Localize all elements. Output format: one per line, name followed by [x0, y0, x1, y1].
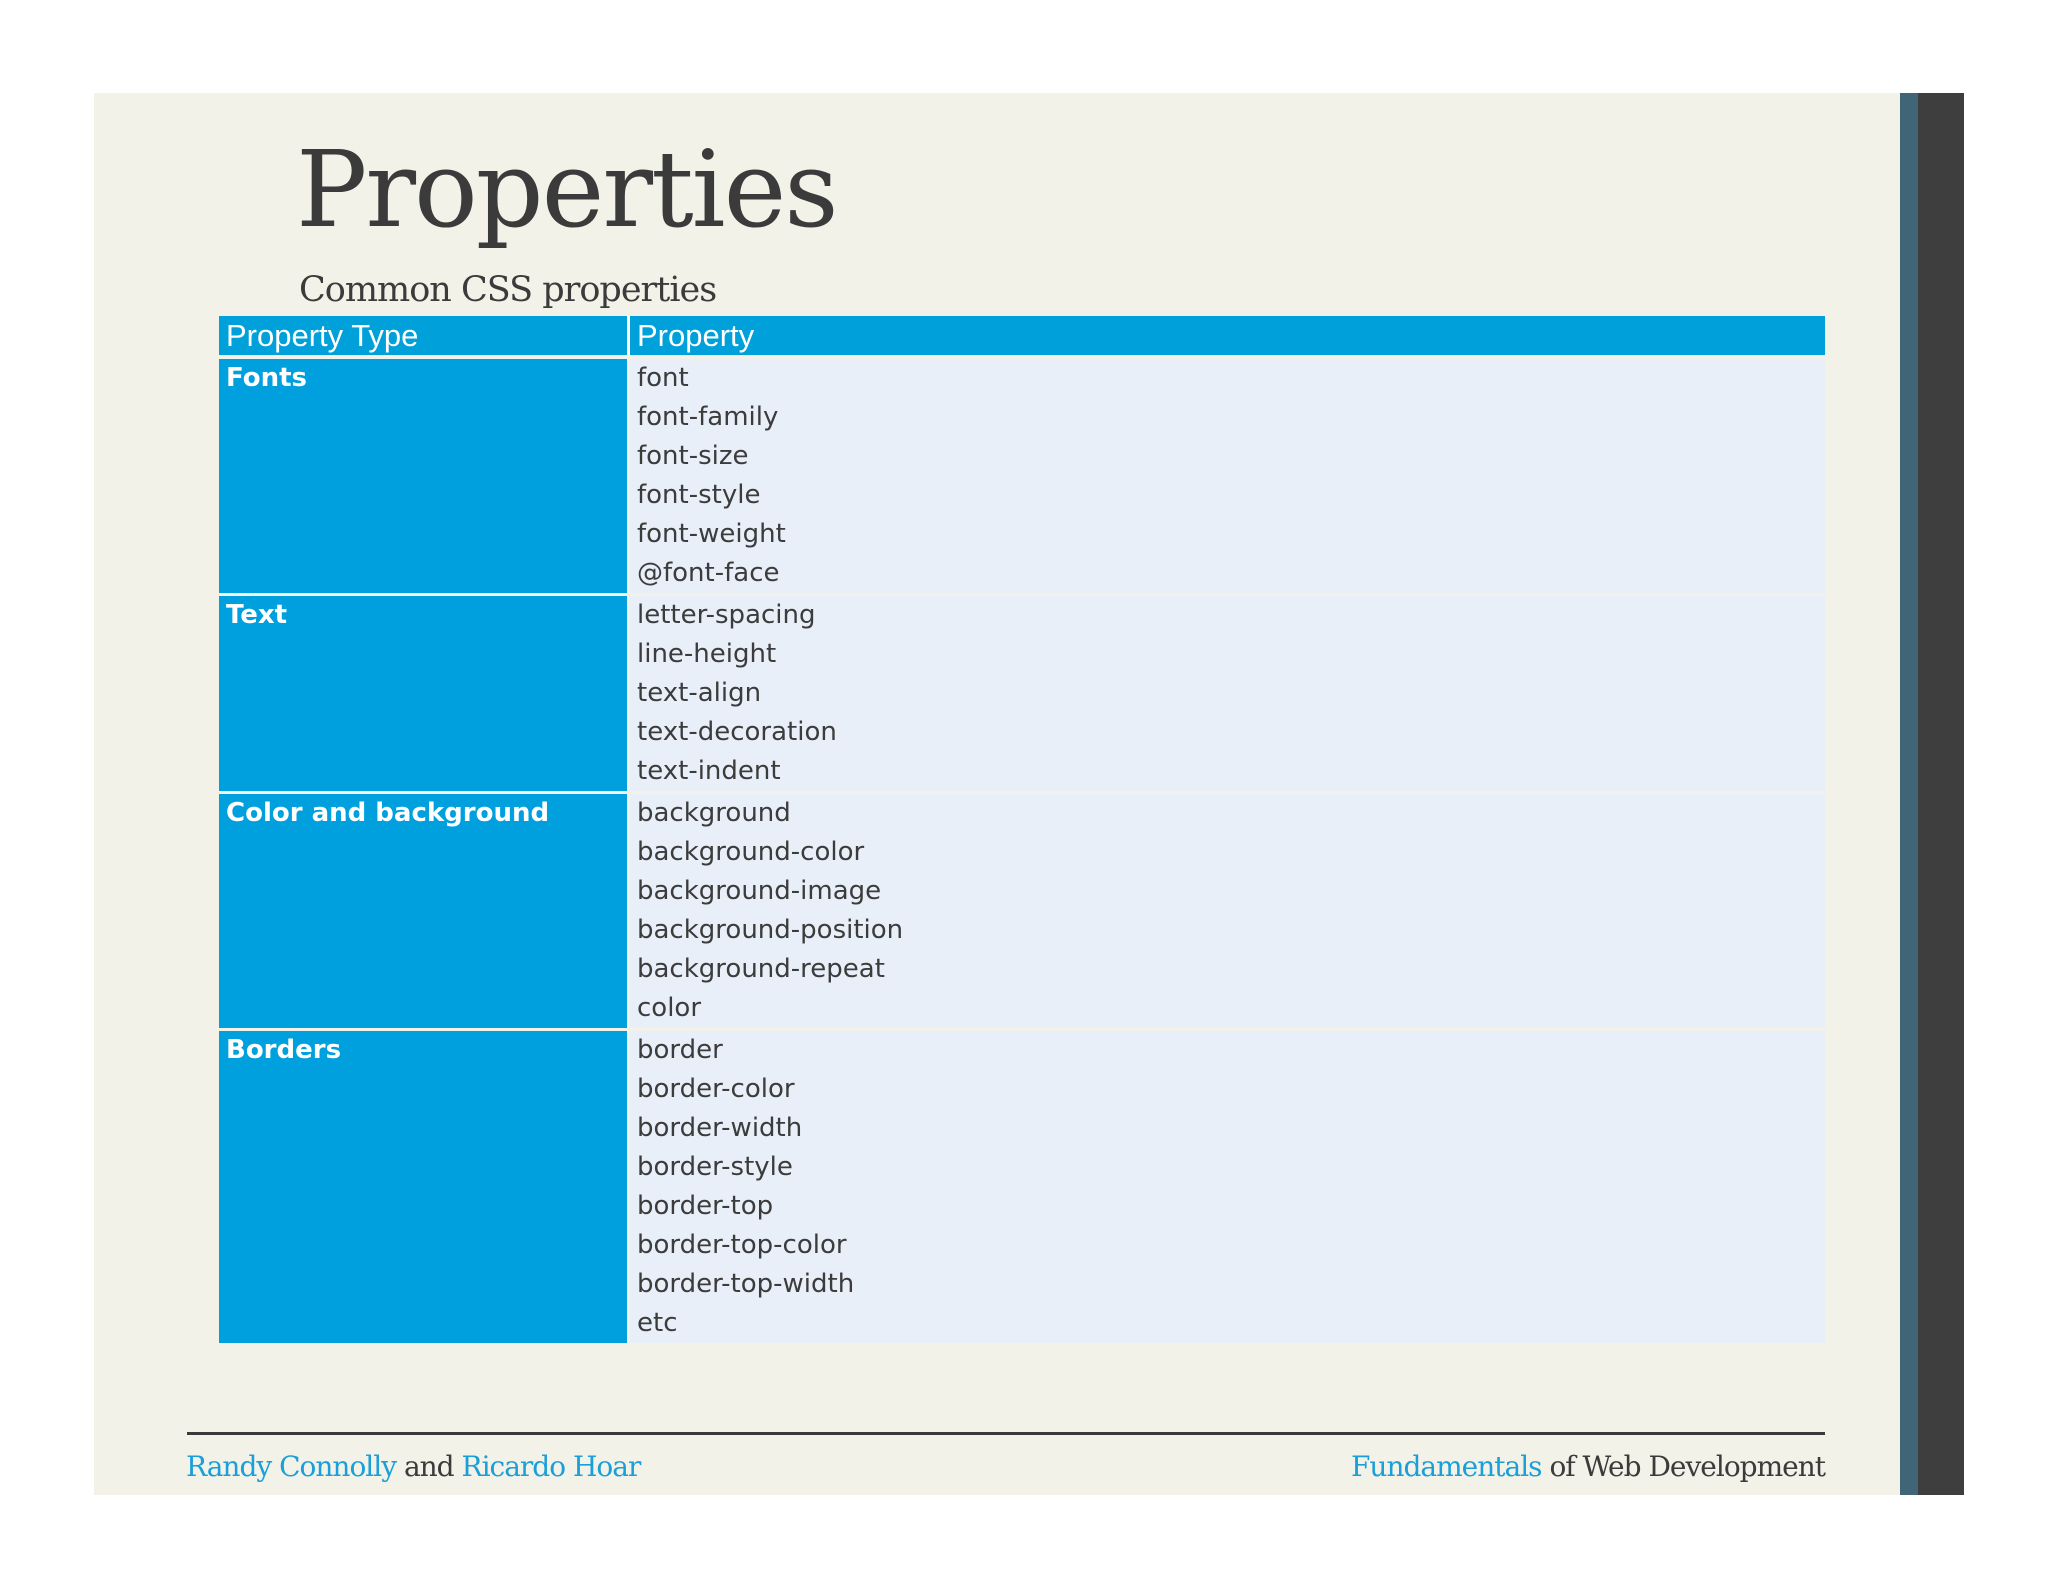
type-cell [219, 1031, 627, 1343]
type-label-fonts: Fonts [226, 363, 307, 393]
footer-divider [187, 1432, 1825, 1435]
property-item: text-align [637, 678, 762, 708]
property-item: line-height [637, 639, 777, 669]
property-item: @font-face [637, 558, 780, 588]
right-dark-bar [1918, 93, 1964, 1495]
author-conjunction: and [403, 1450, 454, 1483]
table-header [219, 316, 1825, 355]
property-cell [630, 596, 1825, 791]
property-item: border-top [637, 1191, 774, 1221]
property-item: border-width [637, 1113, 803, 1143]
book-title-rest: of Web Development [1549, 1450, 1825, 1483]
type-cell [219, 794, 627, 1028]
property-item: font [637, 363, 689, 393]
header-property-type: Property Type [226, 318, 419, 353]
right-accent-bar [1900, 93, 1918, 1495]
property-item: color [637, 993, 702, 1023]
type-cell [219, 596, 627, 791]
table-row-fonts [219, 359, 1825, 593]
type-label-text: Text [226, 600, 288, 630]
property-item: border [637, 1035, 723, 1065]
property-cell [630, 1031, 1825, 1343]
property-item: font-style [637, 480, 761, 510]
property-item: background-image [637, 876, 882, 906]
slide-subtitle: Common CSS properties [299, 270, 717, 310]
property-item: font-family [637, 402, 779, 432]
table-row-text [219, 596, 1825, 791]
table-row-color-background [219, 794, 1825, 1028]
property-cell [630, 794, 1825, 1028]
property-cell [630, 359, 1825, 593]
property-item: background-repeat [637, 954, 885, 984]
property-item: background-position [637, 915, 904, 945]
footer-authors [186, 1450, 640, 1483]
property-item: text-decoration [637, 717, 837, 747]
slide-title: Properties [296, 128, 837, 251]
property-item: text-indent [637, 756, 781, 786]
property-item: etc [637, 1308, 678, 1338]
property-item: border-color [637, 1074, 795, 1104]
property-item: font-weight [637, 519, 786, 549]
type-cell [219, 359, 627, 593]
properties-table [219, 316, 1825, 1338]
property-item: background-color [637, 837, 865, 867]
property-item: background [637, 798, 791, 828]
header-separator [627, 316, 630, 355]
book-title-accent: Fundamentals [1350, 1450, 1542, 1483]
property-item: border-top-width [637, 1269, 855, 1299]
author-name: Ricardo Hoar [461, 1450, 641, 1483]
type-label-color-background: Color and background [226, 798, 550, 828]
table-row-borders [219, 1031, 1825, 1343]
property-item: border-top-color [637, 1230, 847, 1260]
property-item: font-size [637, 441, 749, 471]
type-label-borders: Borders [226, 1035, 342, 1065]
header-property: Property [637, 318, 755, 353]
property-item: letter-spacing [637, 600, 816, 630]
footer-book-title [1351, 1450, 1825, 1483]
property-item: border-style [637, 1152, 793, 1182]
author-name: Randy Connolly [186, 1450, 397, 1483]
